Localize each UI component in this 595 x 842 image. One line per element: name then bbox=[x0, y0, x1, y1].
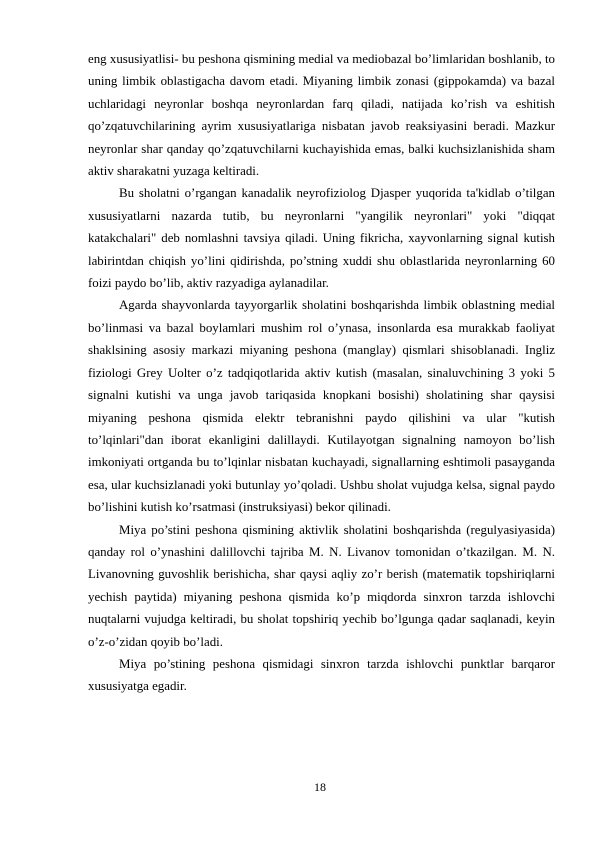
paragraph-5: Miya po’stining peshona qismidagi sinxron tarzda ishlovchi punktlar barqaror xususiyatga egadir. bbox=[88, 656, 555, 694]
paragraph-1: eng xususiyatlisi- bu peshona qismining medial va mediobazal bo’limlaridan boshlanib, to uning limbik oblastigacha davom etadi. Miyaning limbik zonasi (gippokamda) va bazal uchlaridagi neyronlar boshqa neyronlardan farq qiladi, natijada ko’rish va eshitish qo’zqatuvchilarining ayrim xususiyatlariga nisbatan javob reaksiyasini beradi. Mazkur neyronlar shar qanday qo’zqatuvchilarni kuchayishida emas, balki kuchsizlanishida sham aktiv sharakatni yuzaga keltiradi. bbox=[88, 52, 555, 179]
page-number: 18 bbox=[314, 780, 326, 794]
paragraph-3: Agarda shayvonlarda tayyorgarlik sholatini boshqarishda limbik oblastning medial bo’linmasi va bazal boylamlari mushim rol o’ynasa, insonlarda esa murakkab faoliyat shaklsining asosiy markazi miyaning peshona (manglay) qismlari shisoblanadi. Ingliz fiziologi Grey Uolter o’z tadqiqotlarida aktiv kutish (masalan, sinaluvchining 3 yoki 5 signalni kutishi va unga javob tariqasida knopkani bosishi) sholatining shar qaysisi miyaning peshona qismida elektr tebranishni paydo qilishini va ular "kutish to’lqinlari"dan iborat ekanligini dalillaydi. Kutilayotgan signalning namoyon bo’lish imkoniyati ortganda bu to’lqinlar nisbatan kuchayadi, signallarning eshtimoli pasayganda esa, ular kuchsizlanadi yoki butunlay yo’qoladi. Ushbu sholat vujudga kelsa, signal paydo bo’lishini kutish ko’rsatmasi (instruksiyasi) bekor qilinadi. bbox=[88, 298, 555, 515]
paragraph-2: Bu sholatni o’rgangan kanadalik neyrofiziolog Djasper yuqorida ta'kidlab o’tilgan xususiyatlarni nazarda tutib, bu neyronlarni "yangilik neyronlari" yoki "diqqat katakchalari" deb nomlashni tavsiya qiladi. Uning fikricha, xayvonlarning signal kutish labirintdan chiqish yo’lini qidirishda, po’stning xuddi shu oblastlarida neyronlarning 60 foizi paydo bo’lib, aktiv razyadiga aylanadilar. bbox=[88, 186, 555, 291]
body-text bbox=[88, 48, 555, 698]
paragraph-4: Miya po’stini peshona qismining aktivlik sholatini boshqarishda (regulyasiyasida) qanday rol o’ynashini dalillovchi tajriba M. N. Livanov tomonidan o’tkazilgan. M. N. Livanovning guvoshlik berishicha, shar qaysi aqliy zo’r berish (matematik topshiriqlarni yechish paytida) miyaning peshona qismida ko’p miqdorda sinxron tarzda ishlovchi nuqtalarni vujudga keltiradi, bu sholat topshiriq yechib bo’lgunga qadar saqlanadi, keyin o’z-o’zidan qoyib bo’ladi. bbox=[88, 522, 555, 649]
